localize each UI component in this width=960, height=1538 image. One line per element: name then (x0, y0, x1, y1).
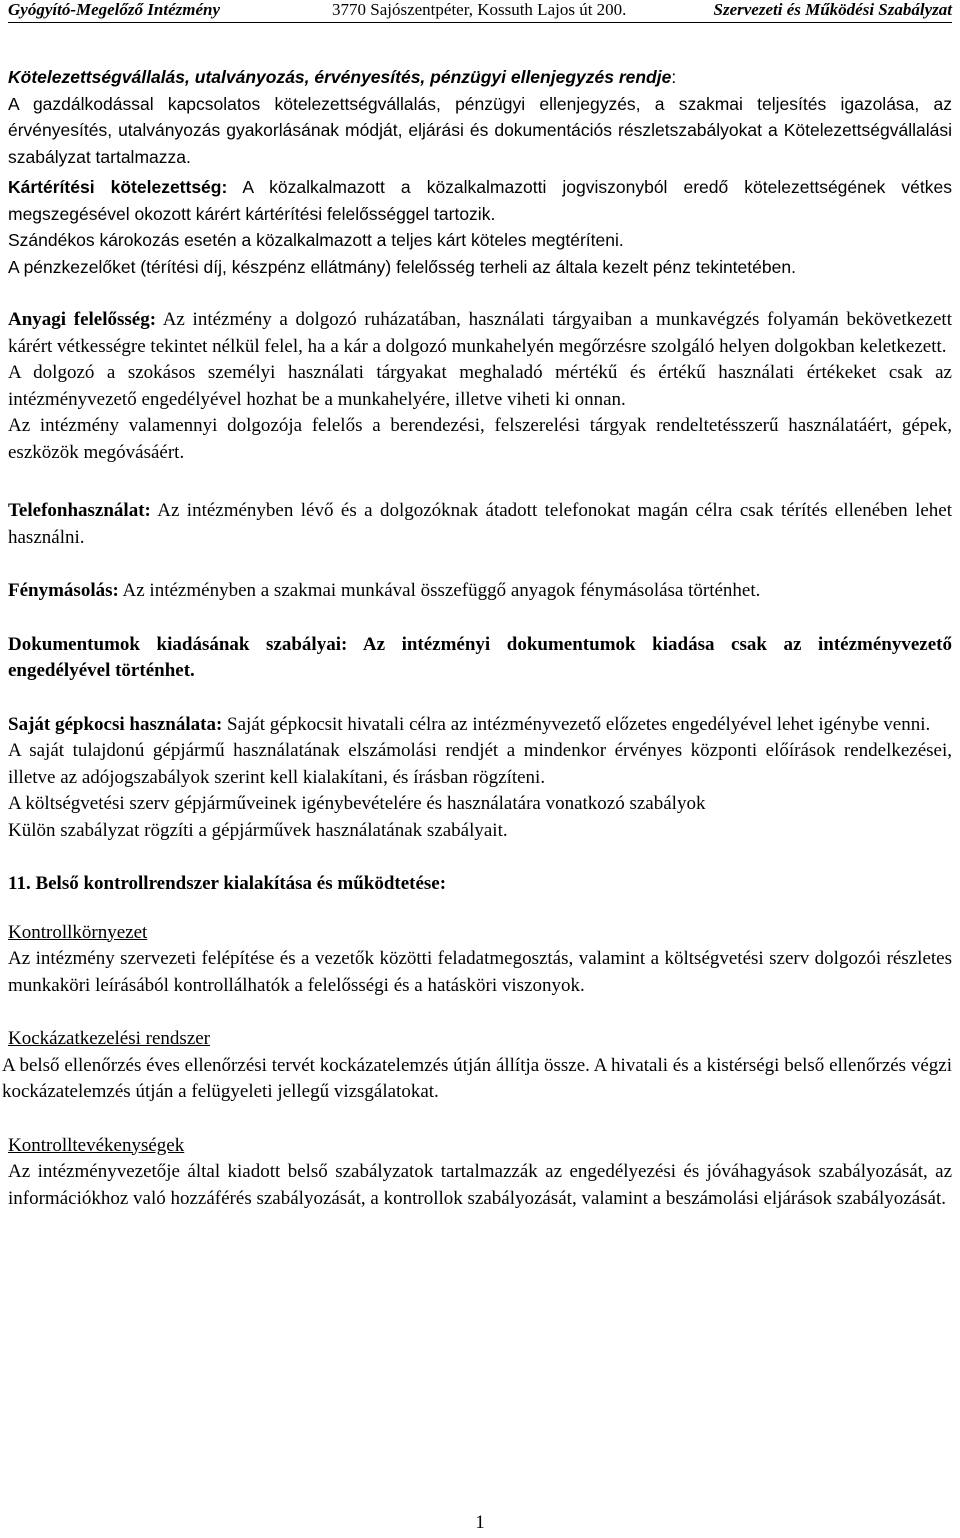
subsection-kockazatkezeles (2, 1026, 952, 1106)
section-heading: Anyagi felelősség: (8, 309, 157, 330)
paragraph: A gazdálkodással kapcsolatos kötelezettségvállalás, pénzügyi ellenjegyzés, a szakmai teljesítés igazolása, az érvényesítés, utalványozás gyakorlásának módját, eljárási és dokumentációs részletszabályokat a Kötelezettségvállalási szabályzat tartalmazza. (8, 93, 952, 167)
paragraph: A közalkalmazott a közalkalmazotti jogviszonyból eredő kötelezettségének vétkes megszegésével okozott kárért kártérítési felelősséggel tartozik. (8, 177, 952, 224)
section-fenymasolas (8, 578, 952, 605)
document-body (2, 64, 952, 1212)
header-address: 3770 Sajószentpéter, Kossuth Lajos út 200. (332, 0, 627, 19)
section-11-belso-kontrollrendszer (8, 871, 952, 898)
section-heading: Kártérítési kötelezettség: (8, 177, 228, 197)
section-heading: 11. Belső kontrollrendszer kialakítása és működtetése: (8, 873, 447, 894)
paragraph: Saját gépkocsit hivatali célra az intézményvezető előzetes engedélyével lehet igénybe venni. (222, 713, 931, 735)
paragraph: A saját tulajdonú gépjármű használatának elszámolási rendjét a mindenkor érvényes központi előírások rendelkezései, illetve az adójogszabályok szerint kell kialakítani, és írásban rögzíteni. (8, 740, 952, 788)
paragraph: Az intézmény szervezeti felépítése és a vezetők közötti feladatmegosztás, valamint a költségvetési szerv dolgozói részletes munkaköri leírásából kontrollálhatók a felelősségi és a hatásköri viszonyok. (8, 948, 952, 996)
header-divider (8, 22, 952, 23)
section-heading: Telefonhasználat: (8, 500, 151, 521)
paragraph: A belső ellenőrzés éves ellenőrzési tervét kockázatelemzés útján állítja össze. A hivatali és a kistérségi belső ellenőrzés végzi kockázatelemzés útján a felügyeleti jellegű vizsgálatokat. (2, 1054, 952, 1102)
page-header (8, 0, 952, 22)
section-heading: Dokumentumok kiadásának szabályai: (8, 633, 348, 655)
paragraph: Szándékos károkozás esetén a közalkalmazott a teljes kárt köteles megtéríteni. (8, 230, 624, 250)
section-heading: Kötelezettségvállalás, utalványozás, érvényesítés, pénzügyi ellenjegyzés rendje (8, 67, 672, 87)
paragraph: Az intézményi dokumentumok kiadása csak az intézményvezető engedélyével történhet. (8, 633, 952, 681)
paragraph: Az intézmény valamennyi dolgozója felelős a berendezési, felszerelési tárgyak rendeltetésszerű használatáért, gépek, eszközök megóvásáért. (8, 415, 952, 463)
header-institution: Gyógyító-Megelőző Intézmény (8, 0, 220, 19)
header-document-title: Szervezeti és Működési Szabályzat (713, 0, 952, 19)
section-kotelezettsegvallalas (8, 64, 952, 170)
subsection-kontrolltevekenysegek (8, 1133, 952, 1213)
section-anyagi-felelosseg (8, 307, 952, 466)
section-sajat-gepkocsi (8, 712, 952, 845)
paragraph: A dolgozó a szokásos személyi használati tárgyakat meghaladó mértékű és értékű használati értékeket csak az intézményvezető engedélyével hozhat be a munkahelyére, illetve viheti ki onnan. (8, 362, 952, 410)
section-heading: Fénymásolás: (8, 580, 119, 601)
subsection-heading: Kockázatkezelési rendszer (8, 1028, 211, 1049)
section-heading: Saját gépkocsi használata: (8, 713, 223, 735)
paragraph: A pénzkezelőket (térítési díj, készpénz ellátmány) felelősség terheli az általa kezelt pénz tekintetében. (8, 256, 796, 277)
subsection-heading: Kontrolltevékenységek (8, 1134, 185, 1156)
paragraph: Az intézményben a szakmai munkával összefüggő anyagok fénymásolása történhet. (118, 580, 761, 601)
section-karteritesi-kotelezettseg (8, 174, 952, 280)
section-dokumentumok-kiadasa (8, 632, 952, 685)
subsection-kontrollkornyezet (8, 920, 952, 1000)
paragraph: Az intézményben lévő és a dolgozóknak átadott telefonokat magán célra csak térítés ellenében lehet használni. (8, 500, 952, 548)
section-telefonhasznalat (8, 498, 952, 551)
paragraph: A költségvetési szerv gépjárműveinek igénybevételére és használatára vonatkozó szabályok (8, 793, 706, 814)
subsection-heading: Kontrollkörnyezet (8, 921, 148, 943)
heading-colon: : (671, 67, 677, 87)
paragraph: Külön szabályzat rögzíti a gépjárművek használatának szabályait. (8, 819, 508, 841)
paragraph: Az intézmény a dolgozó ruházatában, használati tárgyaiban a munkavégzés folyamán bekövetkezett kárért vétkességre tekintet nélkül felel, ha a kár a dolgozó munkahelyén megőrzésre szolgáló helyen dolgokban keletkezett. (8, 309, 952, 357)
paragraph: Az intézményvezetője által kiadott belső szabályzatok tartalmazzák az engedélyezési és jóváhagyások szabályozását, az információkhoz való hozzáférés szabályozását, a kontrollok szabályozását, valamint a beszámolási eljárások szabályozását. (8, 1161, 952, 1209)
page-number: 1 (475, 1512, 485, 1533)
